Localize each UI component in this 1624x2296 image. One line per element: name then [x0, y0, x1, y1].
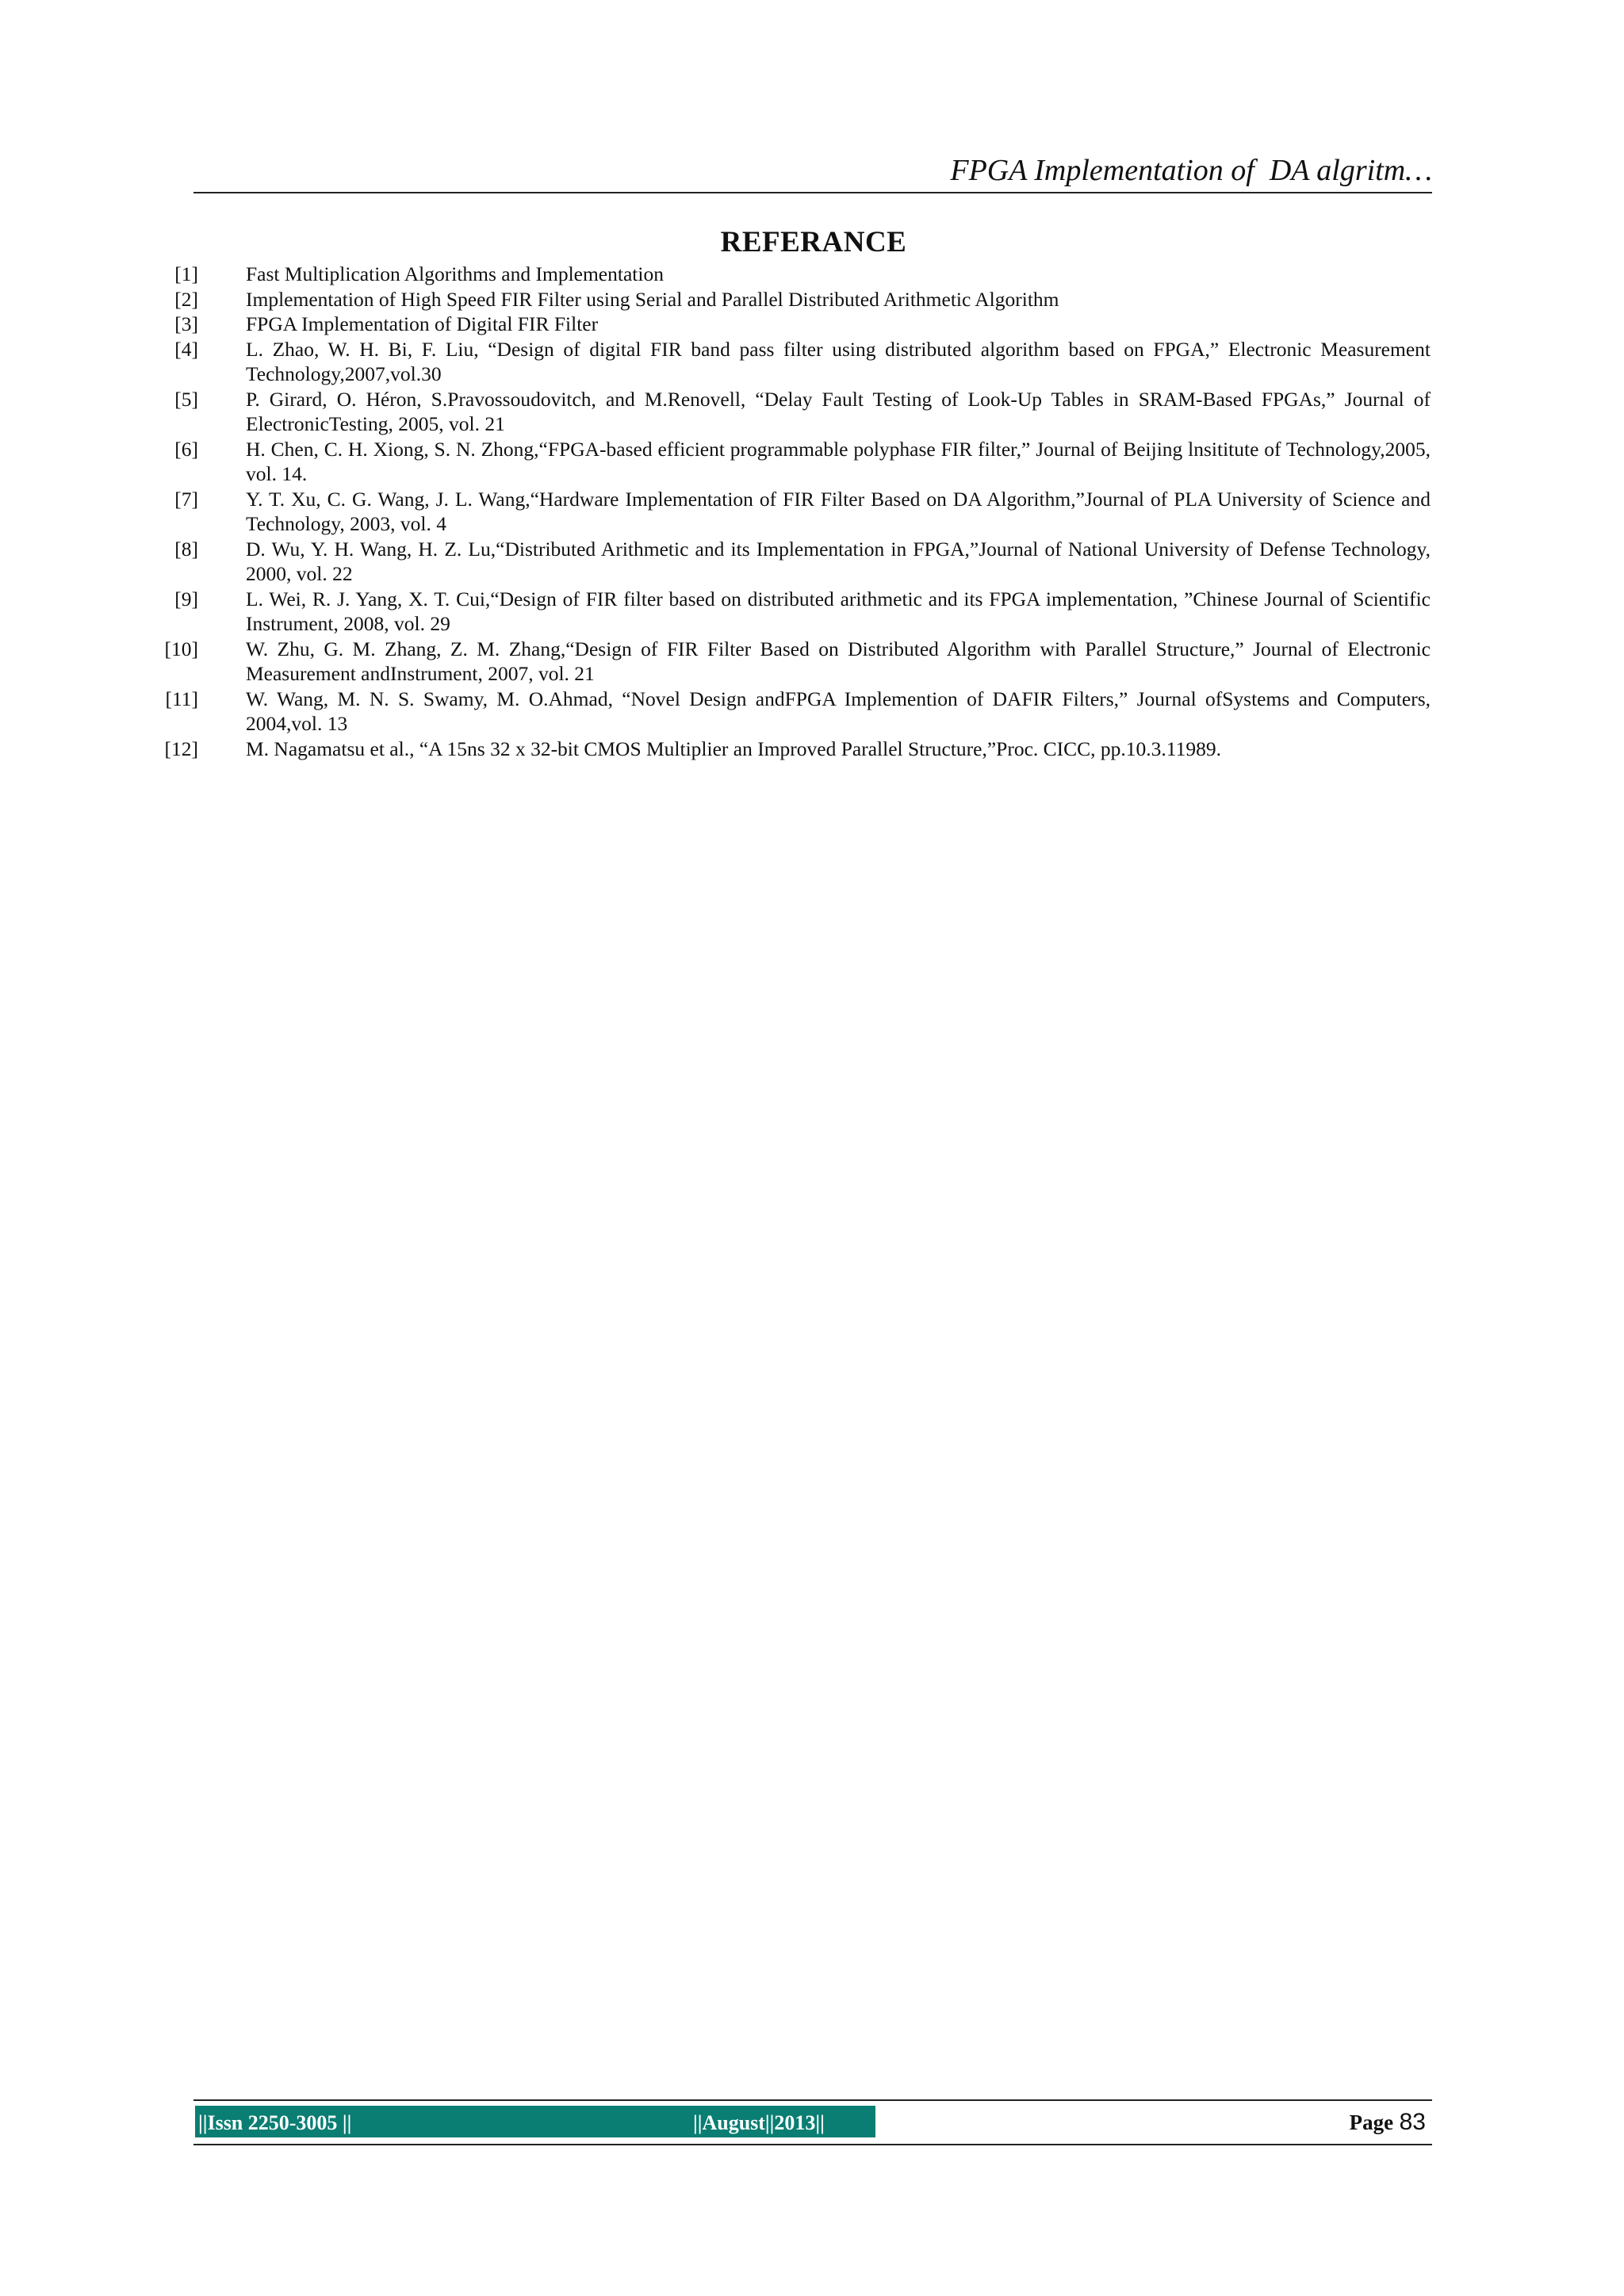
- footer-page: [1350, 2107, 1426, 2137]
- page-label: Page: [1349, 2110, 1394, 2134]
- reference-item: [155, 637, 1431, 687]
- reference-text: P. Girard, O. Héron, S.Pravossoudovitch, and M.Renovell, “Delay Fault Testing of Look-Up Tables in SRAM-Based FPGAs,” Journal of ElectronicTesting, 2005, vol. 21: [246, 387, 1431, 435]
- footer-date: ||August||2013||: [693, 2111, 825, 2134]
- reference-item: [155, 337, 1431, 387]
- footer-issn: ||Issn 2250-3005 ||: [198, 2111, 352, 2134]
- reference-text: Y. T. Xu, C. G. Wang, J. L. Wang,“Hardware Implementation of FIR Filter Based on DA Algorithm,”Journal of PLA University of Science and Technology, 2003, vol. 4: [246, 487, 1431, 535]
- reference-item: [155, 687, 1431, 737]
- reference-text: M. Nagamatsu et al., “A 15ns 32 x 32-bit CMOS Multiplier an Improved Parallel Structure,”Proc. CICC, pp.10.3.11989.: [246, 737, 1221, 760]
- reference-number: [4]: [174, 337, 198, 361]
- reference-number: [3]: [174, 312, 198, 335]
- reference-item: [155, 312, 1431, 337]
- reference-item: [155, 387, 1431, 437]
- reference-number: [11]: [165, 687, 198, 710]
- reference-number: [2]: [174, 287, 198, 311]
- reference-item: [155, 287, 1431, 312]
- reference-number: [1]: [174, 262, 198, 285]
- page-number: 83: [1399, 2109, 1426, 2135]
- running-title: FPGA Implementation of DA algritm…: [950, 154, 1432, 187]
- running-header: [193, 151, 1432, 193]
- reference-text: L. Zhao, W. H. Bi, F. Liu, “Design of digital FIR band pass filter using distributed algorithm based on FPGA,” Electronic Measurement Technology,2007,vol.30: [246, 337, 1431, 385]
- references-heading: REFERANCE: [720, 226, 907, 258]
- reference-text: L. Wei, R. J. Yang, X. T. Cui,“Design of FIR filter based on distributed arithmetic and its FPGA implementation, ”Chinese Journal of Scientific Instrument, 2008, vol. 29: [246, 587, 1431, 635]
- reference-text: Implementation of High Speed FIR Filter using Serial and Parallel Distributed Arithmetic Algorithm: [246, 287, 1059, 311]
- reference-number: [8]: [174, 537, 198, 561]
- reference-item: [155, 437, 1431, 487]
- reference-text: FPGA Implementation of Digital FIR Filter: [246, 312, 599, 335]
- reference-item: [155, 487, 1431, 537]
- reference-item: [155, 262, 1431, 287]
- reference-list: [155, 262, 1431, 761]
- reference-text: H. Chen, C. H. Xiong, S. N. Zhong,“FPGA-based efficient programmable polyphase FIR filter,” Journal of Beijing lnsititute of Technology,2005, vol. 14.: [246, 437, 1431, 485]
- reference-text: Fast Multiplication Algorithms and Implementation: [246, 262, 664, 285]
- reference-text: W. Zhu, G. M. Zhang, Z. M. Zhang,“Design of FIR Filter Based on Distributed Algorithm with Parallel Structure,” Journal of Electronic Measurement andInstrument, 2007, vol. 21: [246, 637, 1431, 685]
- reference-text: W. Wang, M. N. S. Swamy, M. O.Ahmad, “Novel Design andFPGA Implemention of DAFIR Filters,” Journal ofSystems and Computers, 2004,vol. 13: [246, 687, 1431, 735]
- reference-number: [9]: [174, 587, 198, 610]
- reference-text: D. Wu, Y. H. Wang, H. Z. Lu,“Distributed Arithmetic and its Implementation in FPGA,”Journal of National University of Defense Technology, 2000, vol. 22: [246, 537, 1431, 585]
- reference-item: [155, 537, 1431, 587]
- reference-number: [12]: [164, 737, 198, 760]
- reference-item: [155, 737, 1431, 762]
- reference-number: [7]: [174, 487, 198, 511]
- reference-number: [5]: [174, 387, 198, 411]
- reference-number: [6]: [174, 437, 198, 461]
- page-footer: [193, 2099, 1432, 2145]
- reference-number: [10]: [164, 637, 198, 660]
- reference-item: [155, 587, 1431, 637]
